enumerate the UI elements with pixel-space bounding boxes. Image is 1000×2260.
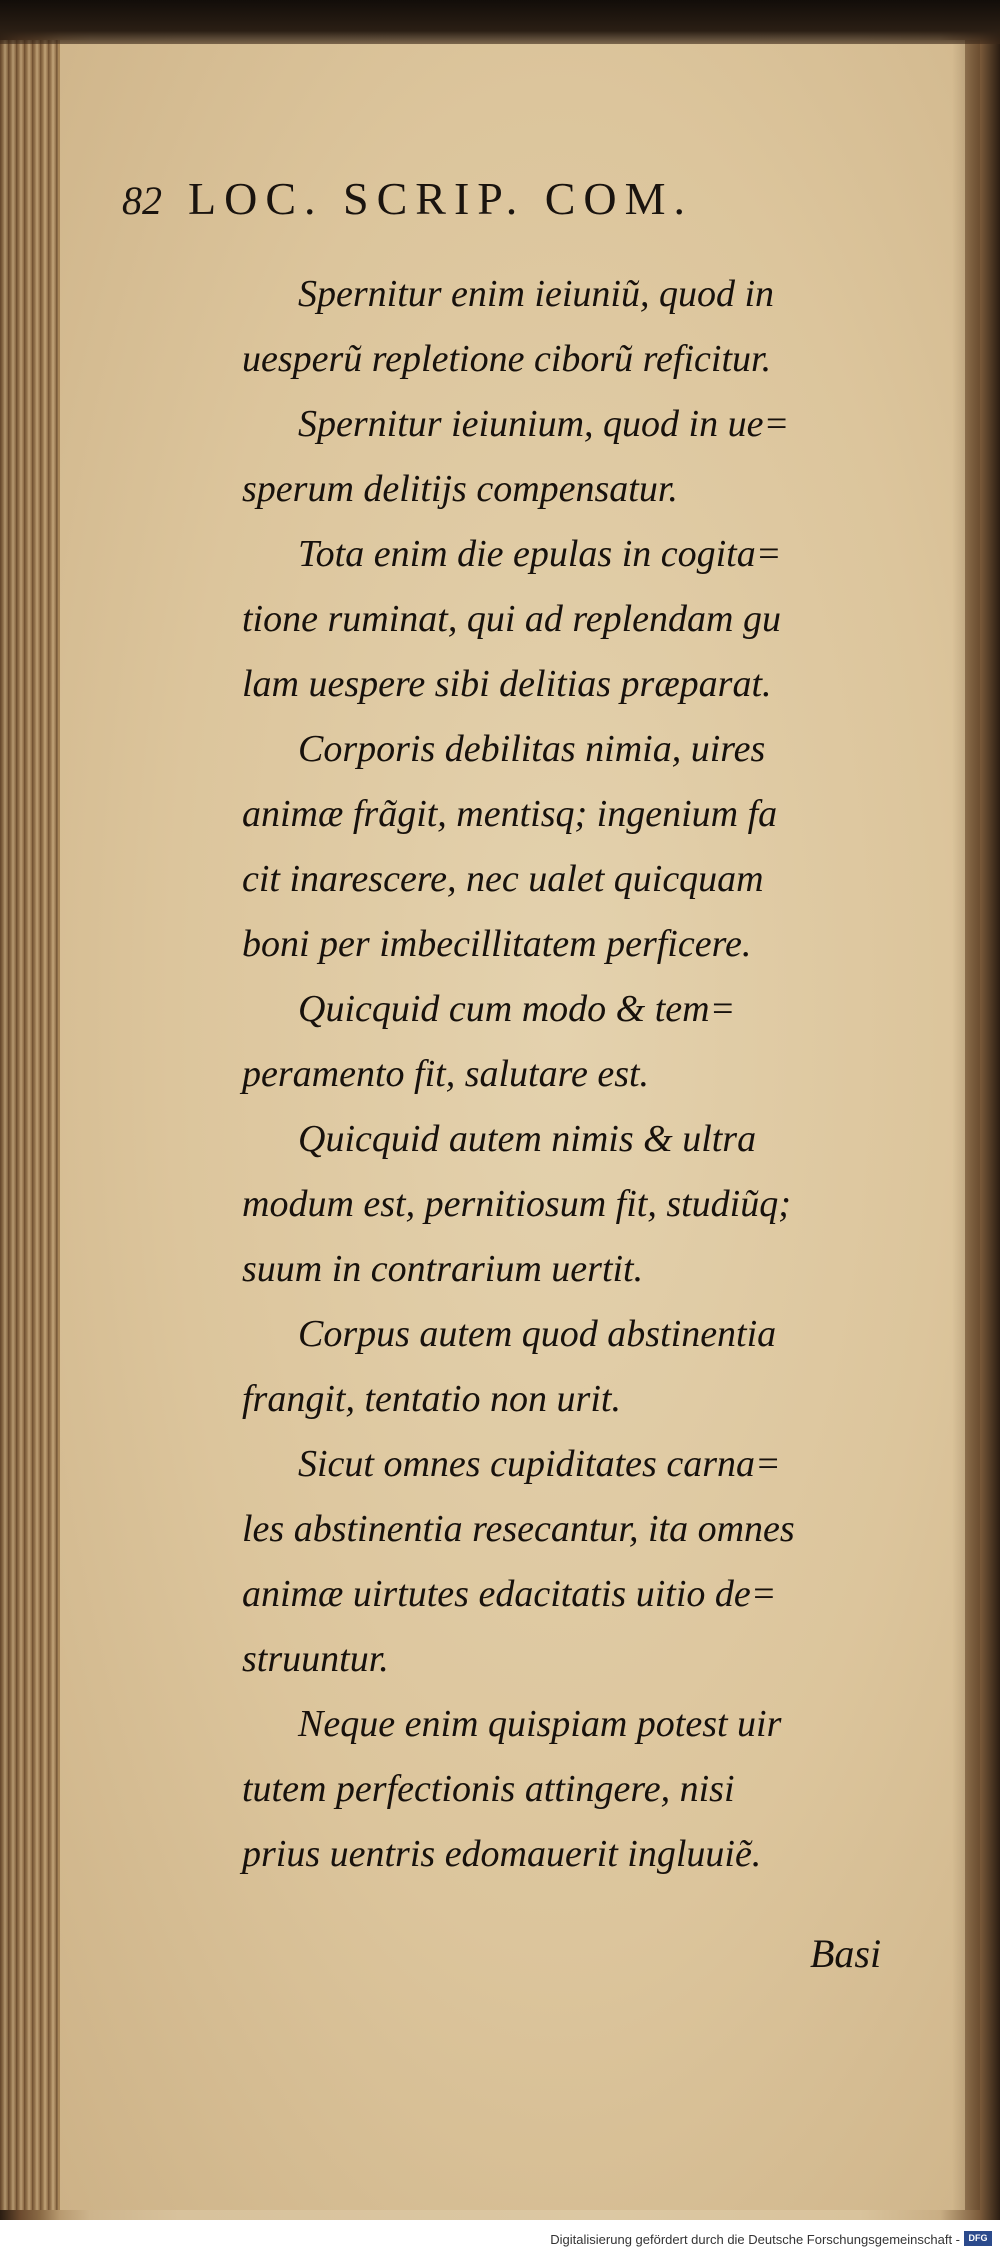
- body-text: [242, 262, 902, 1887]
- footer-credit: Digitalisierung gefördert durch die Deutsche Forschungsgemeinschaft -: [550, 2232, 960, 2247]
- text-line: tutem perfectionis attingere, nisi: [242, 1768, 735, 1810]
- page-number: 82: [122, 178, 162, 223]
- text-line: animæ uirtutes edacitatis uitio de=: [242, 1573, 777, 1615]
- text-line: Spernitur enim ieiuniũ, quod in: [298, 273, 775, 315]
- text-line: Corporis debilitas nimia, uires: [298, 728, 766, 770]
- text-line: Corpus autem quod abstinentia: [298, 1313, 777, 1355]
- text-line: Tota enim die epulas in cogita=: [298, 533, 782, 575]
- text-line: tione ruminat, qui ad replendam gu: [242, 598, 781, 640]
- text-line: sperum delitijs compensatur.: [242, 468, 678, 510]
- dfg-logo-icon: DFG: [964, 2231, 992, 2246]
- text-line: peramento fit, salutare est.: [242, 1053, 650, 1095]
- text-line: frangit, tentatio non urit.: [242, 1378, 621, 1420]
- text-line: suum in contrarium uertit.: [242, 1248, 644, 1290]
- text-line: struuntur.: [242, 1638, 389, 1680]
- text-line: Spernitur ieiunium, quod in ue=: [298, 403, 790, 445]
- text-line: uesperũ repletione ciborũ reficitur.: [242, 338, 772, 380]
- catchword: Basi: [810, 1931, 882, 1976]
- text-line: Quicquid autem nimis & ultra: [298, 1118, 757, 1160]
- top-shadow: [0, 0, 1000, 44]
- text-line: Quicquid cum modo & tem=: [298, 988, 736, 1030]
- running-title: LOC. SCRIP. COM.: [188, 173, 694, 224]
- text-line: modum est, pernitiosum fit, studiũq;: [242, 1183, 791, 1225]
- text-line: animæ frãgit, mentisq; ingenium fa: [242, 793, 778, 835]
- text-line: lam uespere sibi delitias præparat.: [242, 663, 772, 705]
- page-edges: [0, 40, 62, 2210]
- text-line: boni per imbecillitatem perficere.: [242, 923, 752, 965]
- text-line: Sicut omnes cupiditates carna=: [298, 1443, 781, 1485]
- text-line: les abstinentia resecantur, ita omnes: [242, 1508, 795, 1550]
- spine-shadow: [952, 40, 980, 2210]
- running-head: [122, 172, 872, 225]
- text-line: prius uentris edomauerit ingluuiẽ.: [242, 1833, 762, 1875]
- text-line: cit inarescere, nec ualet quicquam: [242, 858, 764, 900]
- text-line: Neque enim quispiam potest uir: [298, 1703, 782, 1745]
